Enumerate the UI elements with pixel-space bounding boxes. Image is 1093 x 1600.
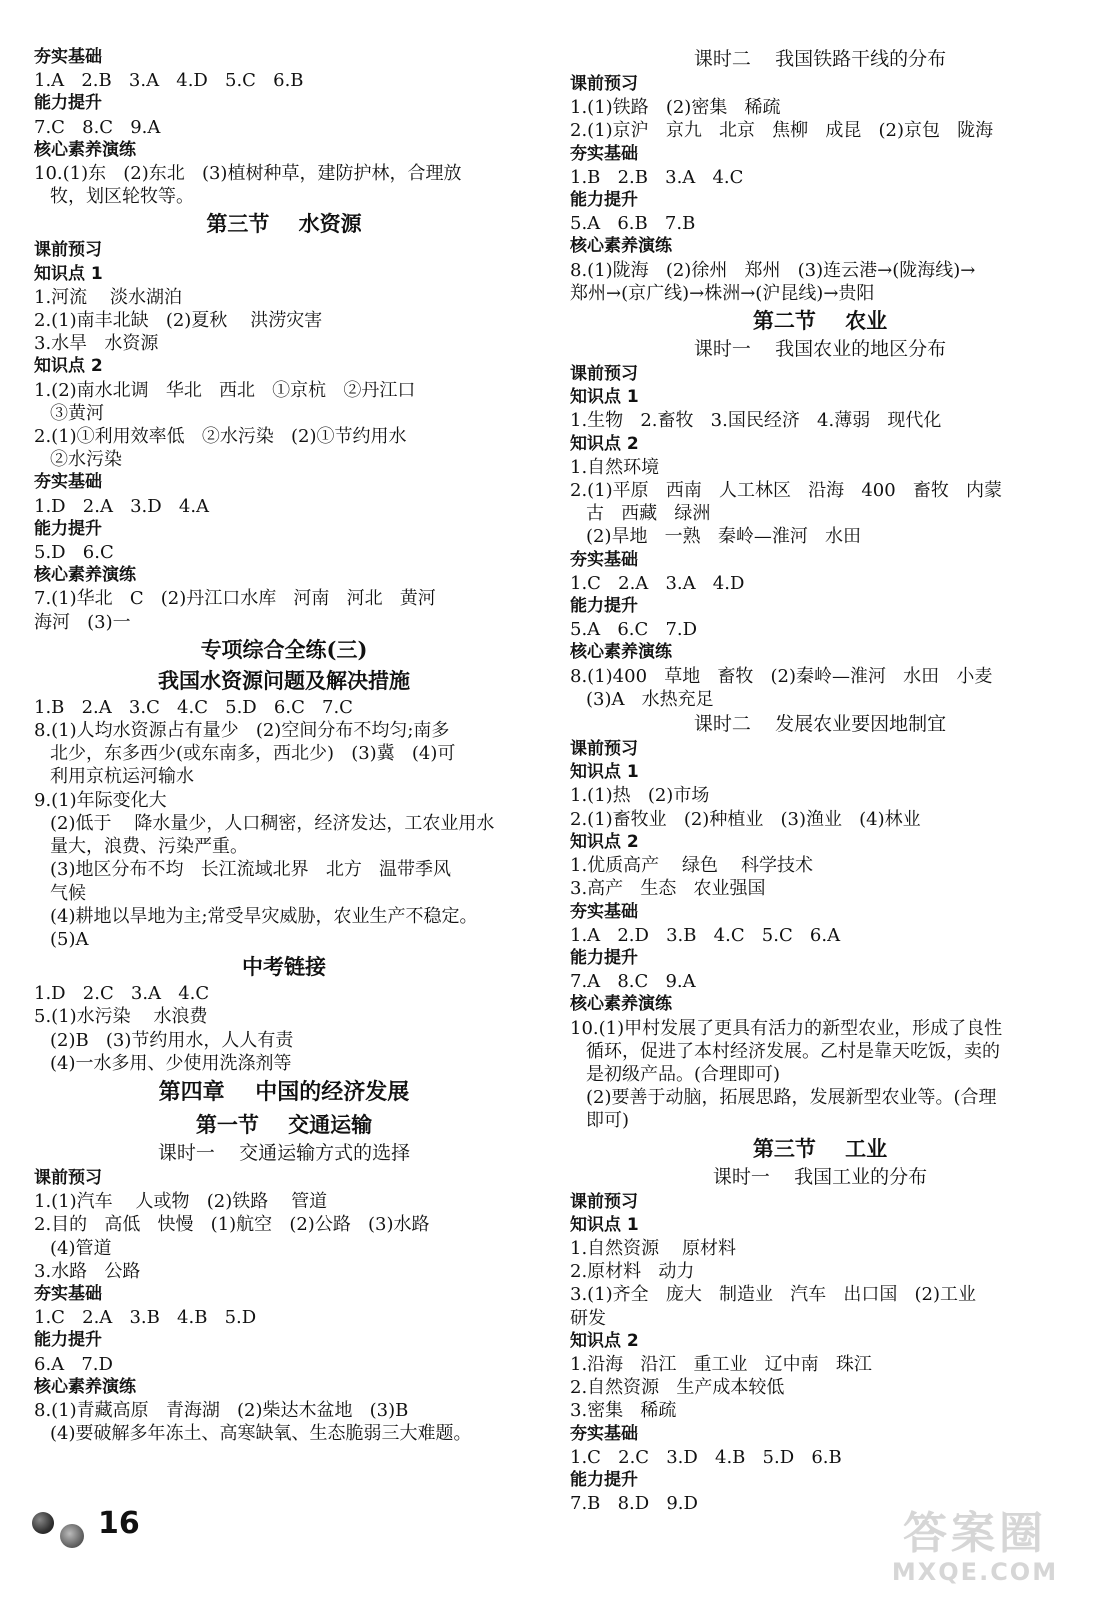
section-title: 第一节 交通运输 (195, 1111, 373, 1137)
answer-line: 1.B 2.B 3.A 4.C (570, 166, 744, 188)
answer-line-continued: 即可) (586, 1110, 630, 1132)
answer-line-continued: 量大，浪费、污染严重。 (50, 836, 248, 858)
section-title: 第二节 农业 (752, 308, 888, 334)
answer-line: 1.(2)南水北调 华北 西北 ①京杭 ②丹江口 (34, 379, 416, 401)
answer-line: 9.(1)年际变化大 (34, 789, 167, 811)
watermark-logo: 答案圈 (903, 1508, 1047, 1559)
answer-line: 1.河流 淡水湖泊 (34, 286, 183, 308)
answer-line: 1.A 2.D 3.B 4.C 5.C 6.A (570, 924, 841, 946)
section-heading: 课前预习 (34, 240, 102, 261)
answer-line: 1.D 2.A 3.D 4.A (34, 495, 210, 517)
section-heading: 核心素养演练 (34, 1376, 136, 1397)
answer-line: 5.A 6.B 7.B (570, 213, 696, 235)
answer-line: 1.C 2.C 3.D 4.B 5.D 6.B (570, 1446, 842, 1468)
answer-line: 2.(1)①利用效率低 ②水污染 (2)①节约用水 (34, 426, 407, 448)
answer-line: 5.D 6.C (34, 542, 114, 564)
watermark-url: MXQE.COM (891, 1558, 1059, 1586)
section-heading: 知识点 1 (570, 1214, 639, 1235)
answer-line: 10.(1)东 (2)东北 (3)植树种草，建防护林，合理放 (34, 163, 462, 185)
lesson-title: 课时二 发展农业要因地制宜 (693, 713, 947, 736)
answer-line: 海河 (3)一 (34, 611, 131, 633)
section-heading: 知识点 1 (570, 387, 639, 408)
answer-line: 1.自然环境 (570, 456, 660, 478)
section-heading: 夯实基础 (570, 1423, 638, 1444)
section-heading: 知识点 2 (570, 433, 639, 454)
answer-line-continued: (4)耕地以旱地为主;常受旱灾威胁，农业生产不稳定。 (50, 905, 478, 927)
answer-line: 研发 (570, 1307, 606, 1329)
answer-line: 1.生物 2.畜牧 3.国民经济 4.薄弱 现代化 (570, 410, 942, 432)
answer-line: 2.(1)畜牧业 (2)种植业 (3)渔业 (4)林业 (570, 808, 921, 830)
answer-line: 1.B 2.A 3.C 4.C 5.D 6.C 7.C (34, 696, 353, 718)
section-heading: 知识点 1 (34, 263, 103, 284)
answer-line: 10.(1)甲村发展了更具有活力的新型农业，形成了良性 (570, 1017, 1003, 1039)
answer-line-continued: 循环，促进了本村经济发展。乙村是靠天吃饭，卖的 (586, 1040, 1000, 1062)
section-heading: 夯实基础 (570, 901, 638, 922)
answer-line: 3.水路 公路 (34, 1260, 141, 1282)
answer-line: 6.A 7.D (34, 1353, 113, 1375)
answer-line: 3.(1)齐全 庞大 制造业 汽车 出口国 (2)工业 (570, 1284, 976, 1306)
section-heading: 核心素养演练 (34, 565, 136, 586)
answer-line: 1.优质高产 绿色 科学技术 (570, 855, 813, 877)
answer-line: 2.自然资源 生产成本较低 (570, 1377, 785, 1399)
section-heading: 核心素养演练 (570, 642, 672, 663)
answer-line-continued: 是初级产品。(合理即可) (586, 1063, 781, 1085)
answer-line: 8.(1)陇海 (2)徐州 郑州 (3)连云港→(陇海线)→ (570, 259, 976, 281)
answer-line-continued: 牧，划区轮牧等。 (50, 186, 194, 208)
section-heading: 知识点 2 (570, 1330, 639, 1351)
answer-line: 8.(1)400 草地 畜牧 (2)秦岭—淮河 水田 小麦 (570, 665, 993, 687)
answer-line-continued: 北少，东多西少(或东南多，西北少) (3)冀 (4)可 (50, 743, 456, 765)
answer-line-continued: ②水污染 (50, 449, 122, 471)
section-heading: 知识点 2 (34, 356, 103, 377)
decorative-ball-icon (60, 1524, 84, 1548)
section-title: 我国水资源问题及解决措施 (158, 667, 410, 693)
section-heading: 核心素养演练 (34, 139, 136, 160)
answer-line: 5.A 6.C 7.D (570, 619, 698, 641)
answer-line: 8.(1)人均水资源占有量少 (2)空间分布不均匀;南多 (34, 720, 450, 742)
answer-line-continued: 气候 (50, 882, 86, 904)
lesson-title: 课时一 我国工业的分布 (712, 1165, 928, 1188)
section-heading: 夯实基础 (34, 472, 102, 493)
section-heading: 核心素养演练 (570, 236, 672, 257)
answer-line-continued: (2)B (3)节约用水，人人有责 (50, 1029, 294, 1051)
section-heading: 夯实基础 (34, 47, 102, 67)
answer-line-continued: (4)一水多用、少使用洗涤剂等 (50, 1052, 292, 1074)
right-column (570, 46, 1070, 1515)
answer-line-continued: ③黄河 (50, 402, 104, 424)
answer-line: 7.A 8.C 9.A (570, 971, 696, 993)
section-heading: 课前预习 (570, 364, 638, 385)
answer-line: 7.C 8.C 9.A (34, 116, 161, 138)
section-heading: 能力提升 (570, 947, 638, 968)
section-title: 专项综合全练(三) (200, 636, 368, 662)
answer-line-continued: 古 西藏 绿洲 (586, 503, 711, 525)
left-column (34, 46, 534, 1445)
lesson-title: 课时一 我国农业的地区分布 (693, 338, 947, 361)
answer-line: 2.原材料 动力 (570, 1261, 695, 1283)
answer-line: 2.(1)京沪 京九 北京 焦柳 成昆 (2)京包 陇海 (570, 120, 994, 142)
section-heading: 能力提升 (34, 518, 102, 539)
section-heading: 能力提升 (34, 1330, 102, 1351)
lesson-title: 课时二 我国铁路干线的分布 (693, 48, 947, 70)
section-heading: 核心素养演练 (570, 994, 672, 1015)
answer-line: 3.高产 生态 农业强国 (570, 878, 766, 900)
section-heading: 知识点 2 (570, 831, 639, 852)
section-heading: 课前预习 (34, 1167, 102, 1188)
section-heading: 夯实基础 (570, 549, 638, 570)
answer-line: 5.(1)水污染 水浪费 (34, 1006, 208, 1028)
section-heading: 夯实基础 (570, 143, 638, 164)
chapter-title: 第四章 中国的经济发展 (158, 1078, 410, 1105)
answer-line-continued: (3)A 水热充足 (586, 688, 714, 710)
answer-line: 1.(1)铁路 (2)密集 稀疏 (570, 97, 781, 119)
watermark (885, 1510, 1065, 1590)
decorative-ball-icon (32, 1512, 54, 1534)
answer-line: 7.B 8.D 9.D (570, 1493, 698, 1515)
page-number-area (32, 1502, 140, 1544)
answer-line: 1.沿海 沿江 重工业 辽中南 珠江 (570, 1353, 872, 1375)
section-title: 第三节 工业 (752, 1135, 888, 1161)
answer-line-continued: 利用京杭运河输水 (50, 766, 194, 788)
answer-line: 郑州→(京广线)→株洲→(沪昆线)→贵阳 (570, 282, 875, 304)
answer-line: 1.C 2.A 3.A 4.D (570, 572, 745, 594)
answer-line: 2.目的 高低 快慢 (1)航空 (2)公路 (3)水路 (34, 1214, 430, 1236)
answer-line-continued: (2)要善于动脑，拓展思路，发展新型农业等。(合理 (586, 1087, 997, 1109)
section-heading: 课前预习 (570, 74, 638, 94)
answer-line: 2.(1)平原 西南 人工林区 沿海 400 畜牧 内蒙 (570, 480, 1003, 502)
lesson-title: 课时一 交通运输方式的选择 (157, 1141, 411, 1164)
answer-line: 3.水旱 水资源 (34, 333, 159, 355)
answer-line: 1.(1)热 (2)市场 (570, 785, 710, 807)
answer-line-continued: (5)A (50, 928, 89, 950)
section-heading: 能力提升 (570, 190, 638, 211)
answer-line: 1.(1)汽车 人或物 (2)铁路 管道 (34, 1191, 328, 1213)
section-heading: 课前预习 (570, 1191, 638, 1212)
answer-line: 8.(1)青藏高原 青海湖 (2)柴达木盆地 (3)B (34, 1399, 409, 1421)
section-heading: 夯实基础 (34, 1283, 102, 1304)
section-heading: 能力提升 (34, 93, 102, 114)
answer-line-continued: (2)旱地 一熟 秦岭—淮河 水田 (586, 526, 861, 548)
answer-line: 1.C 2.A 3.B 4.B 5.D (34, 1307, 257, 1329)
answer-line: 1.A 2.B 3.A 4.D 5.C 6.B (34, 70, 304, 92)
answer-line: 1.自然资源 原材料 (570, 1237, 737, 1259)
section-title: 第三节 水资源 (206, 211, 362, 237)
answer-line: 1.D 2.C 3.A 4.C (34, 983, 210, 1005)
answer-line: 3.密集 稀疏 (570, 1400, 677, 1422)
answer-line-continued: (4)管道 (50, 1237, 112, 1259)
page-number: 16 (98, 1505, 140, 1541)
section-heading: 课前预习 (570, 739, 638, 760)
answer-line: 7.(1)华北 C (2)丹江口水库 河南 河北 黄河 (34, 588, 436, 610)
answer-line-continued: (2)低于 降水量少，人口稠密，经济发达，工农业用水 (50, 812, 495, 834)
section-heading: 能力提升 (570, 1469, 638, 1490)
section-heading: 知识点 1 (570, 762, 639, 783)
section-title: 中考链接 (242, 954, 326, 980)
answer-line: 2.(1)南丰北缺 (2)夏秋 洪涝灾害 (34, 310, 323, 332)
section-heading: 能力提升 (570, 596, 638, 617)
answer-line-continued: (3)地区分布不均 长江流域北界 北方 温带季风 (50, 859, 451, 881)
answer-line-continued: (4)要破解多年冻土、高寒缺氧、生态脆弱三大难题。 (50, 1423, 472, 1445)
